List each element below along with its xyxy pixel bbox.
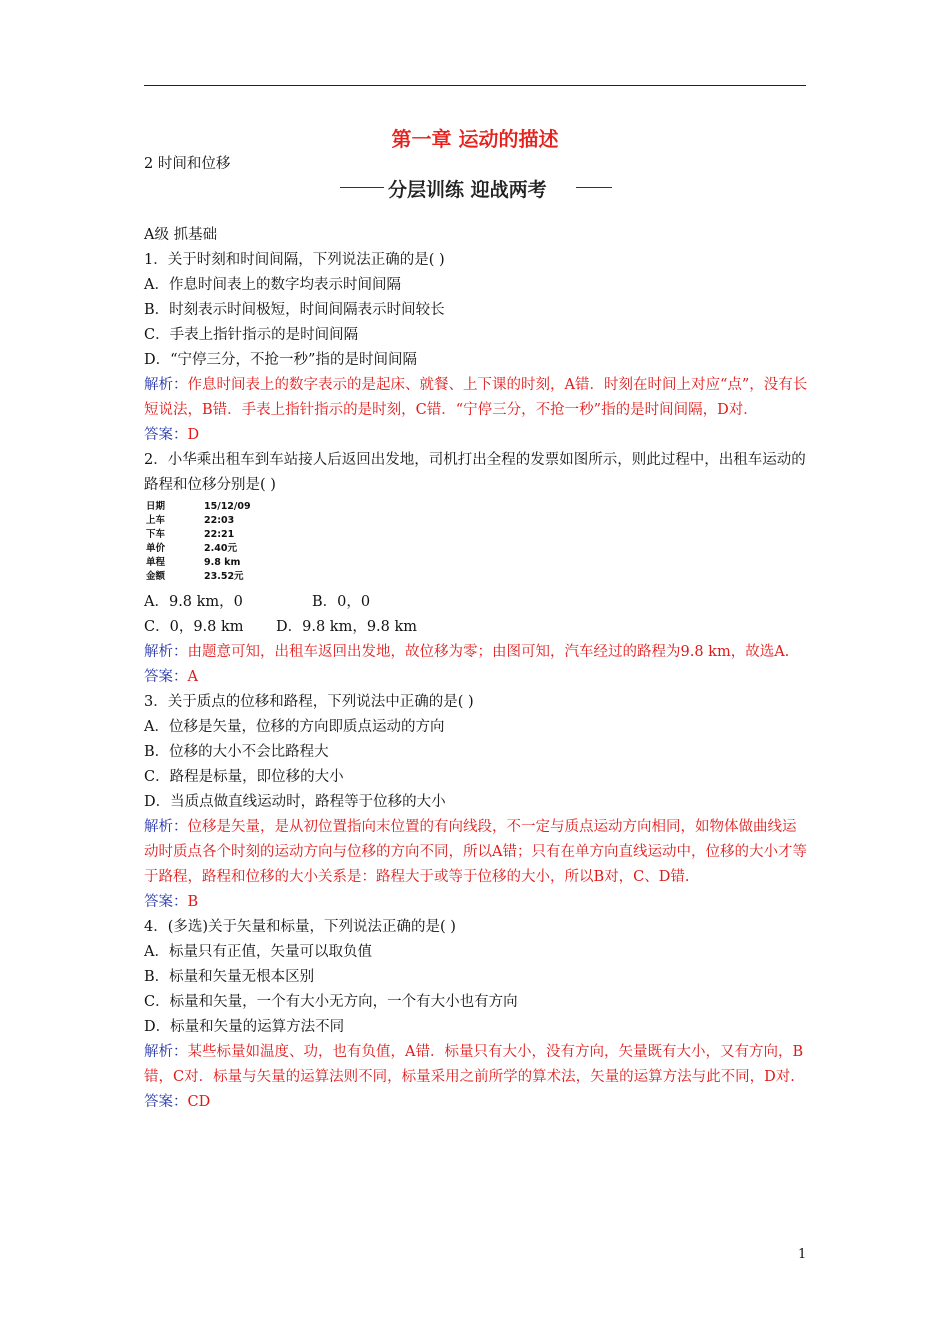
answer: [144, 1090, 808, 1115]
analysis: [144, 815, 808, 890]
receipt-key: 单程: [146, 557, 166, 568]
answer: [144, 890, 808, 915]
receipt-value: 2.40元: [204, 543, 237, 554]
answer-value: A: [187, 669, 198, 685]
receipt-row: [146, 570, 808, 584]
option: B．0，0: [312, 594, 371, 610]
receipt-row: [146, 500, 808, 514]
receipt-key: 上车: [146, 515, 166, 526]
banner-text: 分层训练 迎战两考: [388, 179, 547, 201]
section-title: 2 时间和位移: [144, 156, 231, 172]
option: A．9.8 km，0: [144, 594, 243, 610]
receipt-row: [146, 556, 808, 570]
banner-line-left: [340, 187, 384, 188]
header-rule: [144, 85, 806, 86]
answer: [144, 423, 808, 448]
analysis-text: 位移是矢量，是从初位置指向末位置的有向线段，不一定与质点运动方向相同，如物体做曲线运动时质点各个时刻的运动方向与位移的方向不同，所以A错；只有在单方向直线运动中，位移的大小才等于路程，路程和位移的大小关系是：路程大于或等于位移的大小，所以B对，C、D错.: [144, 819, 807, 885]
question-stem: 3．关于质点的位移和路程，下列说法中正确的是( ): [144, 694, 474, 710]
level-heading: A级 抓基础: [144, 227, 218, 243]
banner: [340, 173, 612, 201]
answer-value: D: [187, 427, 200, 443]
options-row: [144, 615, 808, 640]
option: C．手表上指针指示的是时间间隔: [144, 327, 359, 343]
analysis-label: 解析：: [144, 377, 188, 393]
option: D．当质点做直线运动时，路程等于位移的大小: [144, 794, 446, 810]
answer-label: 答案：: [144, 427, 188, 443]
receipt-value: 15/12/09: [204, 501, 251, 512]
analysis-text: 作息时间表上的数字表示的是起床、就餐、上下课的时刻，A错．时刻在时间上对应“点”，没有长短说法，B错．手表上指针指示的是时刻，C错．“宁停三分，不抢一秒”指的是时间间隔，D对．: [144, 377, 808, 418]
question-stem: 2．小华乘出租车到车站接人后返回出发地，司机打出全程的发票如图所示，则此过程中，出租车运动的路程和位移分别是( ): [144, 452, 806, 493]
receipt-key: 单价: [146, 543, 166, 554]
analysis-label: 解析：: [144, 1044, 188, 1060]
analysis-label: 解析：: [144, 644, 188, 660]
option: C．路程是标量，即位移的大小: [144, 769, 344, 785]
receipt-value: 23.52元: [204, 571, 244, 582]
exercise-content: [144, 223, 808, 1115]
receipt-row: [146, 542, 808, 556]
receipt-key: 日期: [146, 501, 166, 512]
question-stem: 4．(多选)关于矢量和标量，下列说法正确的是( ): [144, 919, 456, 935]
banner-line-right: [576, 187, 612, 188]
chapter-title: 第一章 运动的描述: [391, 127, 559, 151]
option: C．标量和矢量，一个有大小无方向，一个有大小也有方向: [144, 994, 518, 1010]
analysis: [144, 640, 808, 665]
analysis: [144, 373, 808, 423]
analysis-label: 解析：: [144, 819, 188, 835]
analysis: [144, 1040, 808, 1090]
option: B．位移的大小不会比路程大: [144, 744, 329, 760]
option: A．标量只有正值，矢量可以取负值: [144, 944, 372, 960]
receipt-key: 下车: [146, 529, 166, 540]
page-number: 1: [798, 1247, 807, 1262]
receipt-value: 22:03: [204, 515, 235, 526]
answer: [144, 665, 808, 690]
analysis-text: 由题意可知，出租车返回出发地，故位移为零；由图可知，汽车经过的路程为9.8 km，故选A.: [187, 644, 790, 660]
answer-value: CD: [187, 1094, 211, 1110]
option: A．位移是矢量，位移的方向即质点运动的方向: [144, 719, 445, 735]
receipt-row: [146, 514, 808, 528]
option: B．时刻表示时间极短，时间间隔表示时间较长: [144, 302, 445, 318]
analysis-text: 某些标量如温度、功，也有负值，A错．标量只有大小，没有方向，矢量既有大小，又有方向，B错，C对．标量与矢量的运算法则不同，标量采用之前所学的算术法，矢量的运算方法与此不同，D对.: [144, 1044, 804, 1085]
answer-label: 答案：: [144, 1094, 188, 1110]
taxi-receipt: [144, 498, 808, 590]
answer-label: 答案：: [144, 669, 188, 685]
receipt-value: 9.8 km: [204, 557, 241, 568]
receipt-value: 22:21: [204, 529, 235, 540]
options-row: [144, 590, 808, 615]
option: D．标量和矢量的运算方法不同: [144, 1019, 345, 1035]
option: C．0，9.8 km: [144, 619, 244, 635]
option: B．标量和矢量无根本区别: [144, 969, 315, 985]
receipt-key: 金额: [146, 571, 166, 582]
option: D．“宁停三分，不抢一秒”指的是时间间隔: [144, 352, 417, 368]
answer-value: B: [187, 894, 199, 910]
receipt-row: [146, 528, 808, 542]
option: A．作息时间表上的数字均表示时间间隔: [144, 277, 401, 293]
option: D．9.8 km，9.8 km: [276, 619, 418, 635]
answer-label: 答案：: [144, 894, 188, 910]
question-stem: 1．关于时刻和时间间隔，下列说法正确的是( ): [144, 252, 445, 268]
